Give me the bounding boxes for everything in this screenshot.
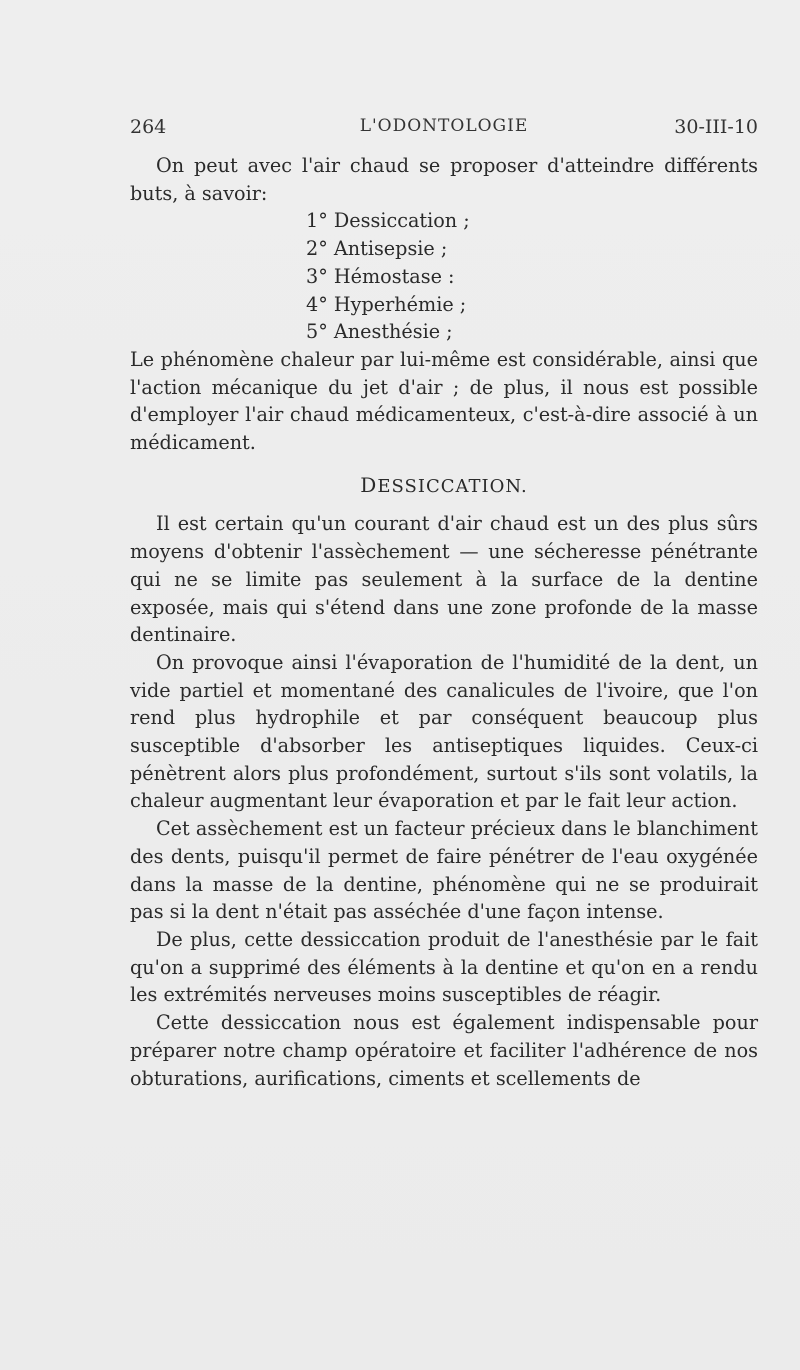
list-item: 4° Hyperhémie ; xyxy=(306,292,467,316)
list-item: 5° Anesthésie ; xyxy=(306,320,453,344)
intro-paragraph: On peut avec l'air chaud se proposer d'atteindre différents buts, à savoir: xyxy=(130,154,758,205)
paragraph: De plus, cette dessiccation produit de l'anesthésie par le fait qu'on a supprimé des éléments à la dentine et qu'on en a rendu les extrémités nerveuses moins susceptibles de réagir. xyxy=(130,927,758,1007)
paragraph: Cette dessiccation nous est également indispensable pour préparer notre champ opératoire et faciliter l'adhérence de nos obturations, aurifications, ciments et scellements de xyxy=(130,1011,758,1090)
section-title xyxy=(130,472,758,501)
section-title-rest: ESSICCATION. xyxy=(377,475,528,497)
section-title-initial: D xyxy=(360,472,378,497)
paragraph: Cet assèchement est un facteur précieux dans le blanchiment des dents, puisqu'il permet de faire pénétrer de l'eau oxygénée dans la masse de la dentine, phénomène qui ne se produirait pas si la dent n'était pas asséchée d'une façon intense. xyxy=(130,817,758,924)
issue-date: 30-III-10 xyxy=(674,116,758,138)
running-head xyxy=(130,116,758,146)
paragraph: Le phénomène chaleur par lui-même est considérable, ainsi que l'action mécanique du jet d'air ; de plus, il nous est possible d'employer l'air chaud médicamenteux, c'est-à-dire associé à un médicament. xyxy=(130,347,758,455)
list-item: 2° Antisepsie ; xyxy=(306,237,448,261)
paragraph: Il est certain qu'un courant d'air chaud est un des plus sûrs moyens d'obtenir l'assèchement — une sécheresse pénétrante qui ne se limite pas seulement à la surface de la dentine exposée, mais qui s'étend dans une zone profonde de la masse dentinaire. xyxy=(130,512,758,647)
page-body xyxy=(130,152,758,1092)
list-item: 3° Hémostase : xyxy=(306,264,455,288)
paragraph: On provoque ainsi l'évaporation de l'humidité de la dent, un vide partiel et momentané des canalicules de l'ivoire, que l'on rend plus hydrophile et par conséquent beaucoup plus susceptible d'absorber les antiseptiques liquides. Ceux-ci pénètrent alors plus profondément, surtout s'ils sont volatils, la chaleur augmentant leur évaporation et par le fait leur action. xyxy=(130,650,758,813)
journal-title: L'ODONTOLOGIE xyxy=(359,116,529,136)
list-item: 1° Dessiccation ; xyxy=(306,209,470,233)
page-number: 264 xyxy=(130,116,167,138)
goals-list xyxy=(306,207,758,346)
